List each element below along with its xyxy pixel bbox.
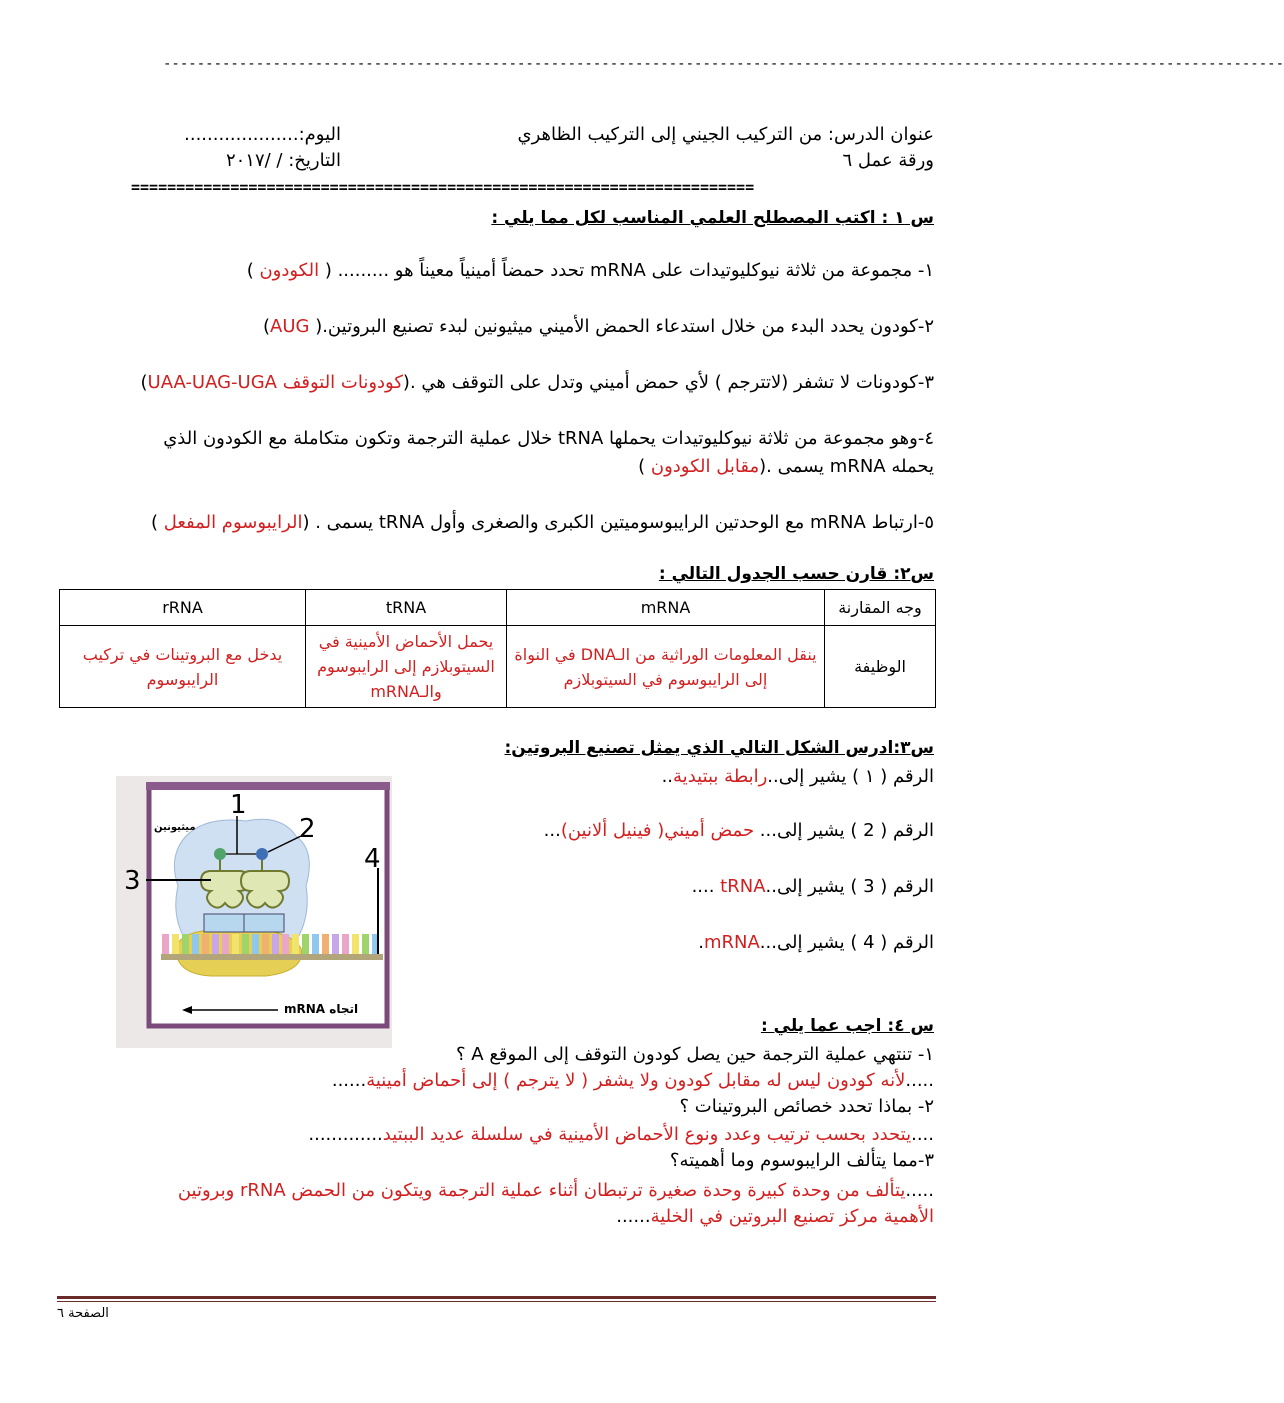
lesson-title: عنوان الدرس: من التركيب الجيني إلى التركيب الظاهري (517, 124, 934, 145)
table-header-row (60, 590, 936, 626)
mrna-base (302, 934, 309, 954)
mrna-base (162, 934, 169, 954)
figure-label-4: 4 (364, 844, 381, 874)
mrna-base (342, 934, 349, 954)
mrna-base (212, 934, 219, 954)
footer-rule-thick (57, 1296, 936, 1299)
q4-answer-line-2: ....يتحدد بحسب ترتيب وعدد ونوع الأحماض الأمينية في سلسلة عديد الببتيد............. (308, 1124, 934, 1145)
q3-item-1: الرقم ( ١ ) يشير إلى..رابطة ببتيدية.. (661, 766, 934, 787)
q1-item-4-line2: يحمله mRNA يسمى .(مقابل الكودون ) (638, 456, 934, 477)
table-row (60, 626, 936, 708)
protein-synthesis-figure (116, 776, 392, 1048)
worksheet-number: ورقة عمل ٦ (842, 150, 934, 171)
q3-answer-3: tRNA (720, 876, 766, 897)
q1-item-3: ٣-كودونات لا تشفر (لاتترجم ) لأي حمض أميني وتدل على التوقف هي .(كودونات التوقف UAA-UAG-UGA) (140, 372, 934, 393)
cell-trna-function: يحمل الأحماض الأمينية في السيتوبلازم إلى الرايبوسوم والـmRNA (306, 626, 507, 708)
q4-question-2: ٢- بماذا تحدد خصائص البروتينات ؟ (679, 1096, 934, 1117)
q1-answer-2: AUG (270, 316, 316, 337)
mrna-base (272, 934, 279, 954)
q1-answer-4: مقابل الكودون (650, 456, 760, 477)
amino-acid-methionine (214, 848, 226, 860)
amino-acid-2 (256, 848, 268, 860)
double-rule: ===================================================================== (131, 178, 755, 196)
q1-answer-3: كودونات التوقف UAA-UAG-UGA (147, 372, 403, 393)
q3-item-3: الرقم ( 3 ) يشير إلى..tRNA .... (691, 876, 934, 897)
mrna-base (312, 934, 319, 954)
figure-methionine-label: ميثيونين (154, 822, 196, 833)
q4-answer-2: يتحدد بحسب ترتيب وعدد ونوع الأحماض الأمينية في سلسلة عديد الببتيد (382, 1124, 912, 1145)
q4-answer-line-1: .....لأنه كودون ليس له مقابل كودون ولا يشفر ( لا يترجم ) إلى أحماض أمينية...... (331, 1070, 934, 1091)
mrna-base (332, 934, 339, 954)
mrna-strand (161, 954, 383, 960)
q4-question-1: ١- تنتهي عملية الترجمة حين يصل كودون التوقف إلى الموقع A ؟ (455, 1044, 934, 1065)
header-rrna: rRNA (60, 590, 306, 626)
header-comparison: وجه المقارنة (825, 590, 936, 626)
q2-title: س٢: قارن حسب الجدول التالي : (658, 564, 934, 584)
mrna-base (362, 934, 369, 954)
q4-answer-3a: يتألف من وحدة كبيرة وحدة صغيرة ترتبطان أثناء عملية الترجمة ويتكون من الحمض rRNA وبروتين (177, 1180, 906, 1201)
q3-answer-1: رابطة ببتيدية (673, 766, 768, 787)
mrna-base (182, 934, 189, 954)
mrna-base (202, 934, 209, 954)
trna-right (241, 871, 289, 908)
q1-item-2: ٢-كودون يحدد البدء من خلال استدعاء الحمض الأميني ميثيونين لبدء تصنيع البروتين.( AUG) (262, 316, 934, 337)
page-number: الصفحة ٦ (57, 1306, 109, 1321)
q3-answer-4: mRNA (703, 932, 760, 953)
mrna-base (282, 934, 289, 954)
header-trna: tRNA (306, 590, 507, 626)
mrna-base (242, 934, 249, 954)
q4-answer-line-3b: الأهمية مركز تصنيع البروتين في الخلية...... (616, 1206, 934, 1227)
day-field: اليوم:.................... (184, 124, 341, 145)
q1-answer-5: الرايبوسوم المفعل (163, 512, 303, 533)
figure-label-1: 1 (230, 790, 247, 820)
row-label-function: الوظيفة (825, 626, 936, 708)
cell-rrna-function: يدخل مع البروتينات في تركيب الرايبوسوم (60, 626, 306, 708)
top-dashed-rule: ------------------------------------------------------------------------------------------------------------------------------------- (163, 56, 1284, 72)
q1-title: س ١ : اكتب المصطلح العلمي المناسب لكل مما يلي : (491, 208, 934, 228)
mrna-base (252, 934, 259, 954)
q4-answer-1: لأنه كودون ليس له مقابل كودون ولا يشفر ( لا يترجم ) إلى أحماض أمينية (366, 1070, 906, 1091)
q1-answer-1: الكودون (253, 260, 325, 281)
footer-rule-thin (57, 1301, 936, 1302)
q3-item-2: الرقم ( 2 ) يشير إلى... حمض أميني( فينيل ألانين)... (543, 820, 934, 841)
mrna-base (352, 934, 359, 954)
mrna-base (232, 934, 239, 954)
comparison-table (59, 589, 936, 708)
q1-item-1: ١- مجموعة من ثلاثة نيوكليوتيدات على mRNA تحدد حمضاً أمينياً معيناً هو ......... ( الكودون ) (246, 260, 934, 281)
figure-direction-label: اتجاه mRNA (284, 1002, 359, 1016)
mrna-base (262, 934, 269, 954)
q1-item-5: ٥-ارتباط mRNA مع الوحدتين الرايبوسوميتين الكبرى والصغرى وأول tRNA يسمى . (الرايبوسوم المفعل ) (151, 512, 934, 533)
q4-title: س ٤: اجب عما يلي : (760, 1016, 934, 1036)
q4-question-3: ٣-مما يتألف الرايبوسوم وما أهميته؟ (669, 1150, 934, 1171)
mrna-base (172, 934, 179, 954)
q3-title: س٣:ادرس الشكل التالي الذي يمثل تصنيع البروتين: (504, 738, 934, 758)
q4-answer-line-3a: .....يتألف من وحدة كبيرة وحدة صغيرة ترتبطان أثناء عملية الترجمة ويتكون من الحمض rRNA وبروتين (177, 1180, 934, 1201)
q3-item-4: الرقم ( 4 ) يشير إلى...mRNA. (698, 932, 934, 953)
figure-label-3: 3 (124, 866, 141, 896)
mrna-base (222, 934, 229, 954)
figure-label-2: 2 (299, 814, 316, 844)
date-field: التاريخ: / /٢٠١٧ (225, 150, 341, 171)
header-mrna: mRNA (507, 590, 825, 626)
mrna-base (322, 934, 329, 954)
mrna-base (192, 934, 199, 954)
cell-mrna-function: ينقل المعلومات الوراثية من الـDNA في النواة إلى الرايبوسوم في السيتوبلازم (507, 626, 825, 708)
q4-answer-3b: الأهمية مركز تصنيع البروتين في الخلية (650, 1206, 934, 1227)
q1-item-4: ٤-وهو مجموعة من ثلاثة نيوكليوتيدات يحملها tRNA خلال عملية الترجمة وتكون متكاملة مع الكودون الذي (163, 428, 934, 449)
q3-answer-2: حمض أميني( فينيل ألانين) (560, 820, 755, 841)
mrna-base (292, 934, 299, 954)
